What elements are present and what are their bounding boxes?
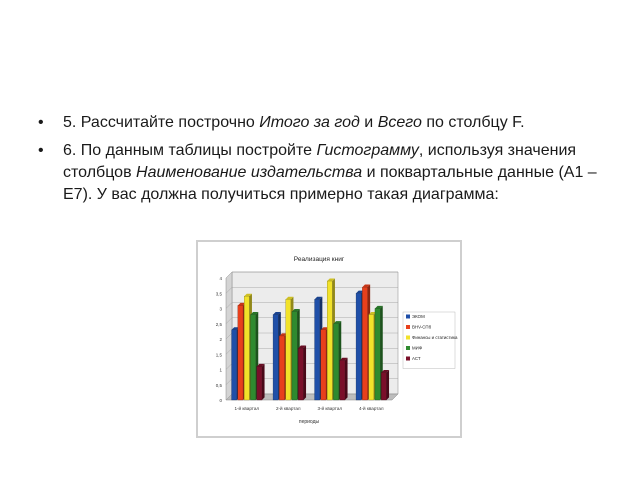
bullet-text-suffix: и поквартальные данные (А1 – Е7). У вас должна получиться примерно такая диаграмма:	[63, 164, 597, 203]
bar-5	[340, 360, 345, 400]
bullet-italic-term: Всего	[377, 114, 422, 131]
bullet-item-5	[38, 112, 608, 134]
chart-image-frame	[196, 240, 462, 438]
legend-swatch	[406, 325, 410, 329]
y-tick-label: 0	[219, 398, 222, 403]
bar-4	[250, 315, 255, 400]
bullet-dot: •	[38, 142, 44, 159]
bar-1	[232, 330, 237, 400]
bar-5	[381, 373, 386, 400]
legend-entry: МИФ	[412, 345, 423, 351]
y-tick-label: 3	[219, 306, 222, 312]
bullet-text-mid: и	[359, 114, 378, 131]
bullet-italic-term: Наименование издательства	[136, 164, 363, 181]
legend-entry: ЭКОМ	[412, 314, 425, 319]
bar-side	[303, 346, 306, 400]
bar-3	[369, 315, 374, 400]
bar-side	[386, 370, 389, 400]
bar-2	[279, 336, 284, 400]
y-tick-label: 4	[219, 276, 222, 281]
bar-2	[362, 287, 367, 400]
legend-swatch	[406, 346, 410, 350]
y-tick-label: 2,5	[215, 321, 222, 327]
x-axis-title: периоды	[298, 419, 320, 425]
bar-5	[298, 348, 303, 400]
bullet-text-suffix: по столбцу F.	[421, 114, 525, 131]
legend-entry: Финансы и статистика	[412, 335, 458, 340]
bar-2	[321, 330, 326, 400]
bar-side	[262, 364, 265, 400]
bar-1	[356, 293, 361, 400]
bar-5	[257, 366, 262, 400]
bar-side	[345, 358, 348, 400]
bar-3	[286, 299, 291, 400]
legend-swatch	[406, 336, 410, 340]
bullet-item-6	[38, 140, 608, 206]
bar-3	[244, 296, 249, 400]
y-tick-label: 1	[219, 367, 222, 373]
x-tick-label: 1-й квартал	[234, 406, 260, 411]
chart-title: Реализация книг	[293, 256, 345, 263]
legend-entry: АСТ	[412, 356, 421, 361]
legend-box	[403, 312, 455, 369]
legend-entry: BHV-СПб	[412, 324, 432, 330]
bar-4	[292, 312, 297, 400]
bullet-text-prefix: 5. Рассчитайте построчно	[63, 114, 260, 131]
bullet-text-prefix: 6. По данным таблицы постройте	[63, 142, 317, 159]
x-tick-label: 2-й квартал	[275, 406, 301, 411]
bullet-list	[38, 112, 608, 212]
bar-4	[333, 324, 338, 400]
legend-swatch	[406, 357, 410, 361]
bullet-italic-term: Итого за год	[259, 114, 360, 131]
bar-1	[273, 315, 278, 400]
bullet-dot: •	[38, 114, 44, 131]
y-tick-label: 2	[219, 337, 222, 342]
y-tick-label: 1,5	[215, 352, 222, 358]
y-tick-label: 3,5	[215, 291, 222, 297]
legend-swatch	[406, 315, 410, 319]
bar-4	[375, 309, 380, 401]
x-tick-label: 4-й квартал	[358, 406, 384, 411]
bullet-text-mid: , используя значения столбцов	[63, 142, 577, 181]
y-tick-label: 0,5	[215, 382, 222, 388]
bar-3	[327, 281, 332, 400]
bar-2	[238, 305, 243, 400]
bar-1	[315, 299, 320, 400]
x-tick-label: 3-й квартал	[317, 406, 343, 411]
bullet-italic-term: Гистограмму	[316, 142, 419, 159]
bar-chart	[198, 242, 460, 436]
